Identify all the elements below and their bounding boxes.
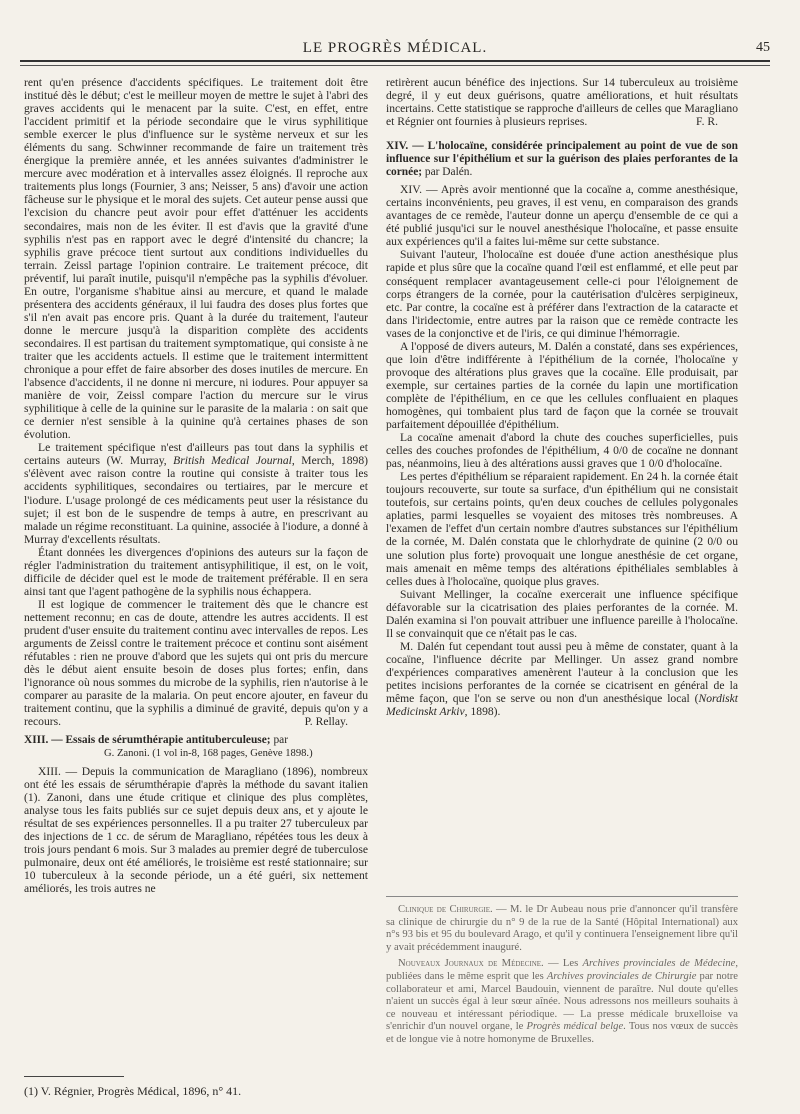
text: M. Dalén fut cependant tout aussi peu à même de constater, quant à la cocaïne, l'influence décrite par Mellinger. Un assez grand nombre d'expériences comparatives amenèrent l'auteur à la conclusion que les petites incisions perforantes de la cornée se cicatrisent en général de la même façon, que l'on se serve ou non d'un anesthésique local (: [386, 639, 738, 706]
text: . Tous nos vœux de succès et de longue vie à notre homonyme de Bruxelles.: [386, 1021, 738, 1045]
by-label: par: [273, 734, 288, 747]
paragraph: rent qu'en présence d'accidents spécifiques. Le traitement doit être institué dès le début; c'est le meilleur moyen de mettre le sujet à l'abri des graves accidents qui le menacent par la suite. C'est, en effet, entre l'accident primitif et la période secondaire que le virus syphilitique semble exercer le plus d'influence sur le système nerveux et sur les éléments du sang. Schwinner recommande de faire un traitement très énergique la première année, et les années suivantes d'administrer le mercure avec modération et à intervalles assez éloignés. Il reproche aux traitements plus longs (Fournier, 3 ans; Neisser, 5 ans) d'avoir une action fâcheuse sur le physique et le moral des sujets. Cet auteur pense aussi que l'excision du chancre peut avoir pour effet d'atténuer les accidents secondaires, mais non de les éviter. Il est d'avis que la gravité d'une syphilis n'est pas en rapport avec le degré d'intensité du chancre; la syphilis grave précoce tient surtout aux conditions individuelles du terrain. Zeissl partage l'opinion contraire. Le traitement précoce, dit préventif, lui paraît inutile, puisqu'il n'empêche pas la syphilis d'évoluer. En outre, l'organisme s'habitue ainsi au mercure, et quand le malade présentera des accidents généraux, il lui faudra des doses plus fortes que s'il n'en avait pas encore pris. Quant à la durée du traitement, l'auteur donne le mercure jusqu'à la disparition complète des accidents secondaires. Il est partisan du traitement symptomatique, qui consiste à ne traiter que les accidents actuels. Il estime que le traitement intermittent chronique a pour effet de faire absorber des doses inutiles de mercure. En l'absence d'accidents, il ne donne ni mercure, ni iodures. Pour appuyer sa manière de voir, Zeissl compare l'action du mercure sur le virus syphilitique à celle de la quinine sur le parasite de la malaria : on sait que ce dernier n'est sensible à la quinine qu'à certaines phases de son évolution.: [24, 76, 368, 442]
journal-title: Progrès médical belge: [526, 1021, 624, 1033]
text: Il est logique de commencer le traitement dès que le chancre est nettement reconnu; en cas de doute, attendre les autres accidents. Il est prudent d'user ensuite du traitement continu avec intervalles de repos. Les arguments de Zeissl contre le traitement précoce et continu sont aisément réfutables : rien ne prouve d'abord que les sujets qui ont pris du mercure dès le début aient ensuite besoin de doses plus fortes; enfin, dans l'ignorance où nous sommes du microbe de la syphilis, rien n'autorise à le comparer au parasite de la malaria. On peut encore ajouter, en faveur du traitement continu, que la syphilis a diminué de gravité, depuis qu'on y a recours.: [24, 597, 368, 729]
section-title: XIII. — Essais de sérumthérapie antituberculeuse;: [24, 734, 271, 747]
paragraph: [24, 598, 368, 728]
section-heading-xiii: [24, 734, 368, 760]
footnote-rule: [24, 1076, 124, 1077]
page-number: 45: [756, 40, 770, 55]
text: , publiées dans le même esprit que les: [386, 958, 738, 982]
journal-citation: Nordiskt Medicinskt Arkiv: [386, 692, 738, 719]
paragraph: [386, 640, 738, 718]
paragraph: Suivant Mellinger, la cocaïne exercerait une influence spécifique défavorable sur la cicatrisation des plaies perforantes de la cornée. M. Dalén examina si l'on pouvait attribuer une influence pareille à l'holocaïne. Il se convainquit que ce n'était pas le cas.: [386, 587, 738, 640]
text: — M. le Dr Aubeau nous prie d'annoncer qu'il transfère sa clinique de chirurgie du n° 9 de la rue de la Santé (Hôpital International) aux n°s 93 bis et 95 du boulevard Arago, et qu'il y continuera l'enseignement libre qu'il y avait précédemment inauguré.: [386, 904, 738, 953]
signature: P. Rellay.: [304, 715, 348, 729]
signature: F. R.: [696, 115, 718, 129]
section-title: XIV. — L'holocaïne, considérée principalement au point de vue de son influence sur l'épithélium et sur la guérison des plaies perforantes de la cornée;: [386, 140, 738, 179]
reference: G. Zanoni. (1 vol in-8, 168 pages, Genève 1898.): [104, 748, 313, 760]
text: Le traitement spécifique n'est d'ailleurs pas tout dans la syphilis et certains auteurs (W. Murray,: [24, 441, 368, 468]
paragraph: Étant données les divergences d'opinions des auteurs sur la façon de régler l'administration du traitement antisyphilitique, il est, on le voit, difficile de décider quel est le mode de traitement préférable. Il en sera ainsi tant que l'agent pathogène de la syphilis nous échappera.: [24, 545, 368, 598]
news-heading: Nouveaux Journaux de Médecine.: [398, 958, 544, 970]
text: — Les: [543, 958, 583, 970]
journal-title: Archives provinciales de Médecine: [582, 958, 736, 970]
running-title: LE PROGRÈS MÉDICAL.: [302, 40, 488, 56]
journal-title: Archives provinciales de Chirurgie: [546, 970, 697, 982]
paragraph: XIII. — Depuis la communication de Maragliano (1896), nombreux ont été les essais de sérumthérapie d'après la méthode du savant italien (1). Zanoni, dans une étude critique et clinique des plus complètes, analyse tous les faits publiés sur ce sujet depuis deux ans, et y ajoute le résultat de ses expériences personnelles. Il a pu traiter 27 tuberculeux par des injections de 1 cc. de sérum de Maragliano, répétées tous les deux à trois jours pendant 6 mois. Sur 3 malades au premier degré de tuberculose pulmonaire, deux ont été améliorés, le troisième est resté stationnaire; sur 10 tuberculeux à la seconde période, un a été guéri, six nettement améliorés, les trois autres ne: [24, 764, 368, 896]
news-divider: [386, 896, 738, 897]
paragraph: [386, 76, 738, 128]
news-item: [386, 958, 738, 1046]
news-item: [386, 904, 738, 954]
header-rule: [20, 65, 770, 66]
page-header: [20, 38, 770, 62]
paragraph: [24, 441, 368, 545]
text: par notre collaborateur et ami, Marcel Baudouin, viennent de paraître. Nul doute qu'elles n'aient un succès égal à leur sœur aînée. Nous adressons nos meilleurs souhaits à ce nouveau et intéressant périodique. — La presse médicale bruxelloise va s'enrichir d'un nouvel organe, le: [386, 970, 738, 1033]
text: , Merch, 1898) s'élèvent avec raison contre la routine qui consiste à traiter tous les accidents syphilitiques, secondaires ou tertiaires, par le mercure et l'iodure. L'usage prolongé de ces médicaments peut user la résistance du sujet; il est bon de le suspendre de temps à autre, en prescrivant au malade un régime reconstituant. La quinine, associée à l'iodure, a donné à Murray d'excellents résultats.: [24, 454, 368, 546]
right-column: [386, 76, 738, 718]
paragraph: A l'opposé de divers auteurs, M. Dalén a constaté, dans ses expériences, que loin d'être indifférente à l'épithélium de la cornée, l'holocaïne y provoque des altérations plus graves que la cocaïne. Elle produisait, par exemple, sur certaines parties de la cornée du lapin une mortification complète de l'épithélium, en ce que les cellules confluaient en plaques homogènes, qui tombaient plus tard de façon que la cornée se trouvait parfaitement dépouillée d'épithélium.: [386, 339, 738, 432]
journal-citation: British Medical Journal: [173, 454, 292, 468]
paragraph: Suivant l'auteur, l'holocaïne est douée d'une action anesthésique plus rapide et plus sûre que la cocaïne quand l'œil est enflammé, et elle peut par conséquent remplacer avantageusement celle-ci pour l'éloignement de corps étrangers de la cornée, pour la cautérisation d'ulcères serpigineux, etc. Par contre, la cocaïne est à préférer dans l'extraction de la cataracte et dans l'iridectomie, entre autres par la raison que ce remède contracte les vases de la conjonctive et de l'iris, ce qui diminue l'hémorragie.: [386, 248, 738, 340]
news-heading: Clinique de Chirurgie.: [398, 904, 493, 915]
text: retirèrent aucun bénéfice des injections. Sur 14 tuberculeux au troisième degré, il y eut deux guérisons, quatre améliorations, et huit résultats incertains. Cette statistique se rapproche d'ailleurs de celles que Maragliano et Régnier ont fournies à plusieurs reprises.: [386, 76, 738, 129]
text: , 1898).: [464, 705, 501, 719]
author-label: par Dalén.: [424, 166, 473, 179]
paragraph: La cocaïne amenait d'abord la chute des couches superficielles, puis celles des couches profondes de l'épithélium, 4 0/0 de cocaïne ne donnant pas, néanmoins, lieu à des altérations aussi graves que 1 0/0 d'holocaïne.: [386, 431, 738, 471]
section-heading-xiv: [386, 140, 738, 179]
paragraph: XIV. — Après avoir mentionné que la cocaïne a, comme anesthésique, certains inconvénients, peu graves, il est venu, en comparaison des grands avantages de ce remède, l'auteur donne un aperçu d'ensemble de ce qui a été publié jusqu'ici sur le nouvel anesthésique l'holocaïne, et passe ensuite aux expériences qu'il a faites lui-même sur cette substance.: [386, 183, 738, 249]
paragraph: Les pertes d'épithélium se réparaient rapidement. En 24 h. la cornée était toujours recouverte, sur toute sa surface, d'un épithélium qui ne consistait toutefois, sur certains points, qu'en deux couches de cellules polygonales aplaties, parmi lesquelles se voyaient des mitoses très nombreuses. A l'examen de l'effet d'un certain nombre d'autres substances sur l'épithélium de la cornée, M. Dalén constata que le chlorhydrate de quinine (2 0/0 ou une solution plus forte) provoquait une longue anesthésie de cet organe, mais amenait en même temps des altérations épithéliales semblables à celles dues à l'holocaïne, quoique plus graves.: [386, 470, 738, 588]
news-section: [386, 904, 738, 1051]
footnote: (1) V. Régnier, Progrès Médical, 1896, n° 41.: [24, 1084, 242, 1098]
left-column: [24, 76, 368, 895]
